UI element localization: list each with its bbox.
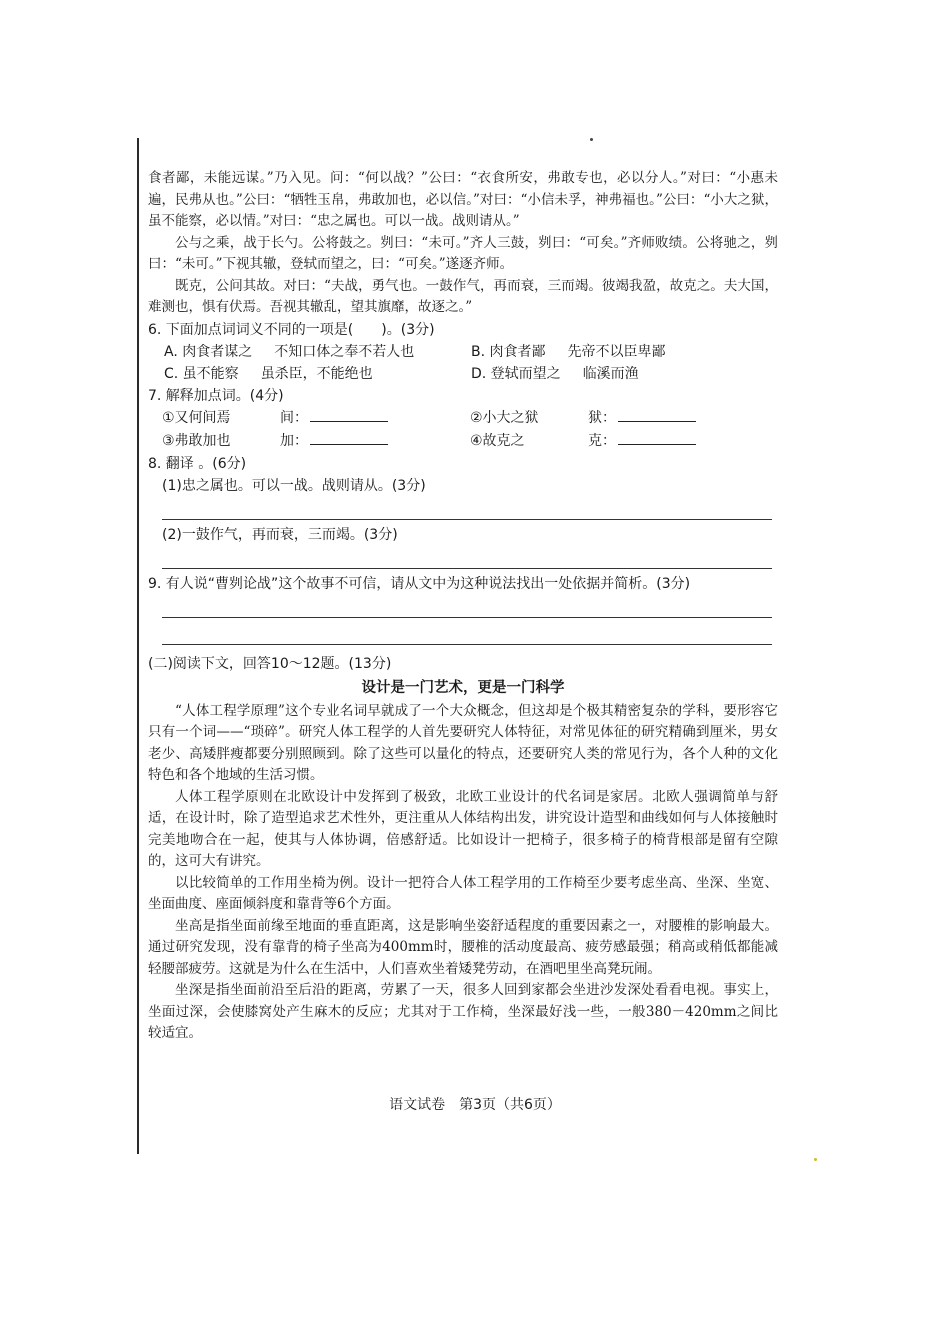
option-d bbox=[471, 363, 778, 385]
question-8 bbox=[148, 453, 778, 569]
definition-item bbox=[162, 407, 470, 430]
definition-item bbox=[470, 407, 778, 430]
question-6 bbox=[148, 319, 778, 385]
section-heading: (二)阅读下文，回答10～12题。(13分) bbox=[148, 655, 392, 672]
definition-key: 克： bbox=[588, 432, 616, 449]
question-stem: 6. 下面加点词词义不同的一项是( )。(3分) bbox=[148, 321, 435, 338]
passage-paragraph: 人体工程学原则在北欧设计中发挥到了极致，北欧工业设计的代名词是家居。北欧人强调简单与舒适，在设计时，除了造型追求艺术性外，更注重从人体结构出发，讲究设计造型和曲线如何与人体接触时完美地吻合在一起，使其与人体协调，倍感舒适。比如设计一把椅子，很多椅子的椅背根部是留有空隙的，这可大有讲究。 bbox=[148, 788, 778, 869]
definition-phrase: ①又何间焉 bbox=[162, 409, 231, 426]
option-b bbox=[471, 341, 778, 363]
answer-blank[interactable] bbox=[618, 430, 696, 445]
answer-line[interactable] bbox=[162, 622, 772, 645]
answer-line[interactable] bbox=[162, 497, 772, 520]
passage-paragraph: 坐高是指坐面前缘至地面的垂直距离，这是影响坐姿舒适程度的重要因素之一，对腰椎的影响最大。通过研究发现，没有靠背的椅子坐高为400mm时，腰椎的活动度最高、疲劳感最强；稍高或稍低都能减轻腰部疲劳。这就是为什么在生活中，人们喜欢坐着矮凳劳动，在酒吧里坐高凳玩闹。 bbox=[148, 917, 778, 977]
question-9 bbox=[148, 573, 778, 645]
definition-phrase: ③弗敢加也 bbox=[162, 432, 231, 449]
answer-blank[interactable] bbox=[618, 407, 696, 422]
answer-blank[interactable] bbox=[310, 430, 388, 445]
passage-title: 设计是一门艺术，更是一门科学 bbox=[361, 679, 565, 696]
scan-speck bbox=[590, 138, 593, 141]
passage-paragraph: “人体工程学原理”这个专业名词早就成了一个大众概念，但这却是个极其精密复杂的学科，要形容它只有一个词——“琐碎”。研究人体工程学的人首先要研究人体特征，对常见体征的研究精确到厘米，男女老少、高矮胖瘦都要分别照顾到。除了这些可以量化的特点，还要研究人类的常见行为，各个人种的文化特色和各个地域的生活习惯。 bbox=[148, 702, 778, 783]
option-term: B. 肉食者鄙 bbox=[471, 343, 546, 360]
passage-paragraph: 坐深是指坐面前沿至后沿的距离，劳累了一天，很多人回到家都会坐进沙发深处看看电视。事实上，坐面过深，会使膝窝处产生麻木的反应；尤其对于工作椅，坐深最好浅一些，一般380－420mm之间比较适宜。 bbox=[148, 982, 778, 1041]
passage-paragraph: 既克，公问其故。对曰：“夫战，勇气也。一鼓作气，再而衰，三而竭。彼竭我盈，故克之。夫大国，难测也，惧有伏焉。吾视其辙乱，望其旗靡，故逐之。” bbox=[148, 277, 778, 315]
option-compare: 不知口体之奉不若人也 bbox=[274, 343, 415, 360]
option-term: C. 虽不能察 bbox=[164, 365, 239, 382]
answer-line[interactable] bbox=[162, 546, 772, 569]
reading-passage-1 bbox=[148, 168, 778, 319]
binding-margin-line bbox=[137, 138, 139, 1154]
definition-key: 狱： bbox=[588, 409, 616, 426]
passage-paragraph: 食者鄙，未能远谋。”乃入见。问：“何以战？”公曰：“衣食所安，弗敢专也，必以分人。”对曰：“小惠未遍，民弗从也。”公曰：“牺牲玉帛，弗敢加也，必以信。”对曰：“小信未孚，神弗福也。”公曰：“小大之狱，虽不能察，必以情。”对曰：“忠之属也。可以一战。战则请从。” bbox=[148, 170, 778, 229]
passage-paragraph: 公与之乘，战于长勺。公将鼓之。刿曰：“未可。”齐人三鼓，刿曰：“可矣。”齐师败绩。公将驰之，刿曰：“未可。”下视其辙，登轼而望之，曰：“可矣。”遂逐齐师。 bbox=[148, 234, 778, 272]
definition-items bbox=[148, 407, 778, 453]
option-c bbox=[164, 363, 471, 385]
answer-line[interactable] bbox=[162, 595, 772, 618]
reading-passage-2 bbox=[148, 653, 778, 1045]
option-compare: 先帝不以臣卑鄙 bbox=[567, 343, 666, 360]
passage-paragraph: 以比较简单的工作用坐椅为例。设计一把符合人体工程学用的工作椅至少要考虑坐高、坐深、坐宽、坐面曲度、座面倾斜度和靠背等6个方面。 bbox=[148, 874, 778, 912]
option-a bbox=[164, 341, 471, 363]
option-term: A. 肉食者谋之 bbox=[164, 343, 253, 360]
exam-page bbox=[148, 168, 778, 1045]
scan-speck-yellow bbox=[814, 1158, 817, 1161]
definition-phrase: ②小大之狱 bbox=[470, 409, 539, 426]
definition-key: 加： bbox=[280, 432, 308, 449]
question-stem: 7. 解释加点词。(4分) bbox=[148, 387, 284, 404]
question-stem: 8. 翻译 。(6分) bbox=[148, 455, 247, 472]
sub-question: (1)忠之属也。可以一战。战则请从。(3分) bbox=[162, 477, 426, 494]
question-7 bbox=[148, 385, 778, 453]
page-footer: 语文试卷 第3页（共6页） bbox=[389, 1097, 561, 1113]
option-compare: 临溪而渔 bbox=[582, 365, 639, 382]
definition-key: 间： bbox=[280, 409, 308, 426]
question-stem: 9. 有人说“曹刿论战”这个故事不可信，请从文中为这种说法找出一处依据并简析。(3分) bbox=[148, 575, 691, 592]
question-options bbox=[148, 341, 778, 385]
definition-item bbox=[162, 430, 470, 453]
option-compare: 虽杀臣，不能绝也 bbox=[260, 365, 373, 382]
definition-item bbox=[470, 430, 778, 453]
sub-question: (2)一鼓作气，再而衰，三而竭。(3分) bbox=[162, 526, 398, 543]
definition-phrase: ④故克之 bbox=[470, 432, 525, 449]
answer-blank[interactable] bbox=[310, 407, 388, 422]
option-term: D. 登轼而望之 bbox=[471, 365, 561, 382]
